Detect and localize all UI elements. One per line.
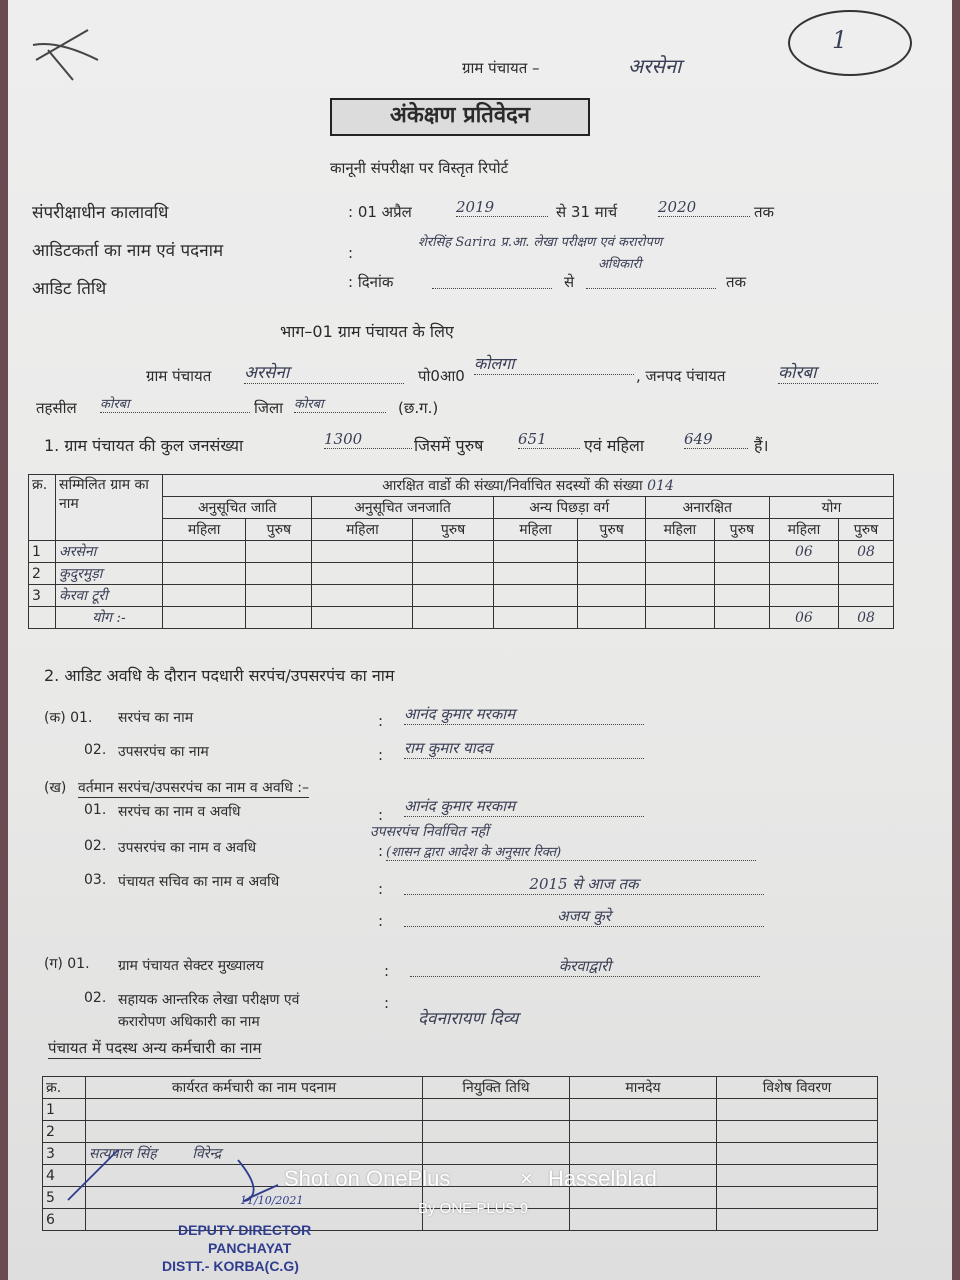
q2-ga2-label-2: करारोपण अधिकारी का नाम: [118, 1014, 260, 1030]
state-label: (छ.ग.): [398, 399, 439, 417]
staff-col-date: नियुक्ति तिथि: [423, 1077, 570, 1099]
row-total-male: 08: [839, 541, 894, 563]
date-from-blank: [432, 272, 552, 289]
row-total-male: [839, 563, 894, 585]
group-total: योग: [769, 497, 893, 519]
q1-male: 651: [518, 430, 580, 449]
report-subtitle: कानूनी संपरीक्षा पर विस्तृत रिपोर्ट: [330, 159, 509, 177]
signature: [48, 1140, 308, 1220]
row-village: योग :-: [56, 607, 163, 629]
q2-ka1-label: सरपंच का नाम: [118, 710, 194, 726]
staff-row-sr: 5: [43, 1187, 86, 1209]
staff-row-name-extra: विरेन्द्र: [192, 1146, 222, 1162]
period-end: तक: [754, 203, 775, 221]
date-label: आडिट तिथि: [32, 279, 107, 299]
sub-male: पुरुष: [246, 519, 312, 541]
main-header-value: 014: [647, 478, 674, 494]
table-row: [29, 585, 894, 607]
q2-ka: (क) 01.: [44, 710, 93, 726]
colon: :: [384, 994, 390, 1012]
row-village: केरवा टूरी: [56, 585, 163, 607]
group-sc: अनुसूचित जाति: [163, 497, 312, 519]
sub-female: महिला: [493, 519, 578, 541]
row-total-female: 06: [769, 607, 838, 629]
period-to: 2020: [658, 198, 750, 217]
corner-scribble: [28, 20, 118, 110]
q2-ga2-value: देवनारायण दिव्य: [418, 1009, 519, 1029]
colon: :: [384, 962, 390, 980]
janpad-label: , जनपद पंचायत: [636, 367, 726, 385]
group-unreserved: अनारक्षित: [645, 497, 769, 519]
date-to-blank: [586, 272, 716, 289]
auditor-colon: :: [348, 244, 354, 262]
q2-ka1-value: आनंद कुमार मरकाम: [404, 704, 644, 725]
page-number: 1: [832, 26, 848, 54]
q2-kha3-value: 2015 से आज तक: [404, 874, 764, 895]
staff-col-sr: क्र.: [43, 1077, 86, 1099]
part1-heading: भाग–01 ग्राम पंचायत के लिए: [280, 322, 454, 341]
table-row: [29, 541, 894, 563]
ward-table: [28, 474, 894, 629]
auditor-value: शेरसिंह Sarira प्र.आ. लेखा परीक्षण एवं करारोपण: [418, 235, 663, 250]
gp-label: ग्राम पंचायत: [146, 367, 212, 385]
q1-text-c: एवं महिला: [584, 436, 645, 455]
q1-text-a: 1. ग्राम पंचायत की कुल जनसंख्या: [44, 436, 244, 455]
main-header-text: आरक्षित वार्डो की संख्या/निर्वाचित सदस्यों की संख्या: [382, 478, 643, 494]
q2-kha3-label: पंचायत सचिव का नाम व अवधि: [118, 874, 280, 890]
q2-kha-heading: वर्तमान सरपंच/उपसरपंच का नाम व अवधि :–: [78, 780, 310, 796]
colon: :: [378, 880, 384, 898]
header-gp-label: ग्राम पंचायत –: [462, 59, 540, 77]
table-row: [29, 563, 894, 585]
watermark-shot-on: Shot on OnePlus: [284, 1166, 451, 1191]
colon: :: [378, 746, 384, 764]
q2-ga2-num: 02.: [84, 990, 107, 1006]
colon: :: [378, 806, 384, 824]
page-number-circle: [788, 10, 912, 76]
sub-female: महिला: [645, 519, 714, 541]
sub-male: पुरुष: [413, 519, 493, 541]
period-label: संपरीक्षाधीन कालावधि: [32, 203, 169, 223]
q2-kha2-label: उपसरपंच का नाम व अवधि: [118, 840, 257, 856]
row-total-male: [839, 585, 894, 607]
header-gp-value: अरसेना: [628, 54, 682, 78]
sub-female: महिला: [312, 519, 413, 541]
col-sr-header: क्र.: [29, 475, 56, 541]
staff-row-sr: 2: [43, 1121, 86, 1143]
row-sr: 2: [29, 563, 56, 585]
tehsil-value: कोरबा: [100, 394, 250, 413]
row-total-female: [769, 563, 838, 585]
janpad-value: कोरबा: [778, 360, 878, 384]
watermark-separator: ×: [520, 1166, 533, 1191]
row-total-male: 08: [839, 607, 894, 629]
gp-value: अरसेना: [244, 360, 404, 384]
sub-male: पुरुष: [839, 519, 894, 541]
staff-row-sr: 1: [43, 1099, 86, 1121]
table-row-total: [29, 607, 894, 629]
group-obc: अन्य पिछड़ा वर्ग: [493, 497, 645, 519]
period-mid: से 31 मार्च: [556, 203, 618, 221]
q2-ga1-value: केरवाद्वारी: [410, 956, 760, 977]
staff-col-name: कार्यरत कर्मचारी का नाम पदनाम: [86, 1077, 423, 1099]
date-end: तक: [726, 273, 747, 291]
date-text: : दिनांक: [348, 273, 394, 291]
document-page: [8, 0, 952, 1280]
colon: :: [378, 712, 384, 730]
q2-ga2-label: सहायक आन्तरिक लेखा परीक्षण एवं: [118, 992, 300, 1008]
row-sr: [29, 607, 56, 629]
row-total-female: 06: [769, 541, 838, 563]
sub-male: पुरुष: [714, 519, 769, 541]
sub-female: महिला: [163, 519, 246, 541]
q2-kha1-value: आनंद कुमार मरकाम: [404, 796, 644, 817]
staff-row-name-text: सत्यपाल सिंह: [89, 1146, 157, 1162]
q2-kha: (ख): [44, 780, 67, 796]
auditor-label: आडिटकर्ता का नाम एवं पदनाम: [32, 241, 224, 261]
q2-kha3-value-2: अजय कुरे: [404, 906, 764, 927]
q2-ka2-num: 02.: [84, 742, 107, 758]
staff-row-sr: 6: [43, 1209, 86, 1231]
auditor-value-2: अधिकारी: [598, 257, 642, 272]
tehsil-label: तहसील: [36, 399, 77, 417]
q2-ka2-value: राम कुमार यादव: [404, 738, 644, 759]
group-st: अनुसूचित जनजाति: [312, 497, 493, 519]
staff-row-sr: 4: [43, 1165, 86, 1187]
staff-col-note: विशेष विवरण: [717, 1077, 878, 1099]
sub-male: पुरुष: [578, 519, 645, 541]
table-row: [43, 1099, 878, 1121]
period-text: : 01 अप्रैल: [348, 203, 412, 221]
row-total-female: [769, 585, 838, 607]
watermark-device: By ONE PLUS 9: [418, 1200, 529, 1217]
stamp-line-2: PANCHAYAT: [208, 1240, 292, 1256]
colon: :: [378, 912, 384, 930]
q1-female: 649: [684, 430, 748, 449]
row-village: कुदुरमुड़ा: [56, 563, 163, 585]
q1-total: 1300: [324, 430, 412, 449]
q2-kha1-num: 01.: [84, 802, 107, 818]
colon: :: [378, 842, 384, 860]
watermark-brand: Hasselblad: [548, 1166, 657, 1191]
report-title: अंकेक्षण प्रतिवेदन: [330, 98, 590, 136]
stamp-line-1: DEPUTY DIRECTOR: [178, 1222, 312, 1238]
main-header: [163, 475, 894, 497]
q2-ga: (ग) 01.: [44, 956, 90, 972]
signature-date: 11/10/2021: [240, 1194, 304, 1207]
q2-heading: 2. आडिट अवधि के दौरान पदधारी सरपंच/उपसरपंच का नाम: [44, 666, 395, 685]
po-label: पो0आ0: [418, 367, 465, 385]
q2-kha2-value-2: (शासन द्वारा आदेश के अनुसार रिक्त): [386, 842, 756, 861]
row-sr: 3: [29, 585, 56, 607]
q1-text-b: जिसमें पुरुष: [414, 436, 484, 455]
staff-col-pay: मानदेय: [570, 1077, 717, 1099]
row-sr: 1: [29, 541, 56, 563]
q2-ka2-label: उपसरपंच का नाम: [118, 744, 209, 760]
district-value: कोरबा: [294, 394, 386, 413]
row-village: अरसेना: [56, 541, 163, 563]
stamp-line-3: DISTT.- KORBA(C.G): [162, 1258, 299, 1274]
date-mid: से: [564, 273, 575, 291]
po-value: कोलगा: [474, 352, 634, 375]
col-village-header: सम्मिलित ग्राम का नाम: [56, 475, 163, 541]
q2-kha1-label: सरपंच का नाम व अवधि: [118, 804, 241, 820]
staff-heading: पंचायत में पदस्थ अन्य कर्मचारी का नाम: [48, 1039, 262, 1057]
q2-kha2-value: उपसरपंच निर्वाचित नहीं: [370, 824, 489, 840]
sub-female: महिला: [769, 519, 838, 541]
q2-kha3-num: 03.: [84, 872, 107, 888]
q1-text-d: हैं।: [754, 436, 769, 455]
staff-row-sr: 3: [43, 1143, 86, 1165]
q2-ga1-label: ग्राम पंचायत सेक्टर मुख्यालय: [118, 958, 264, 974]
district-label: जिला: [254, 399, 284, 417]
q2-kha2-num: 02.: [84, 838, 107, 854]
period-from: 2019: [456, 198, 548, 217]
